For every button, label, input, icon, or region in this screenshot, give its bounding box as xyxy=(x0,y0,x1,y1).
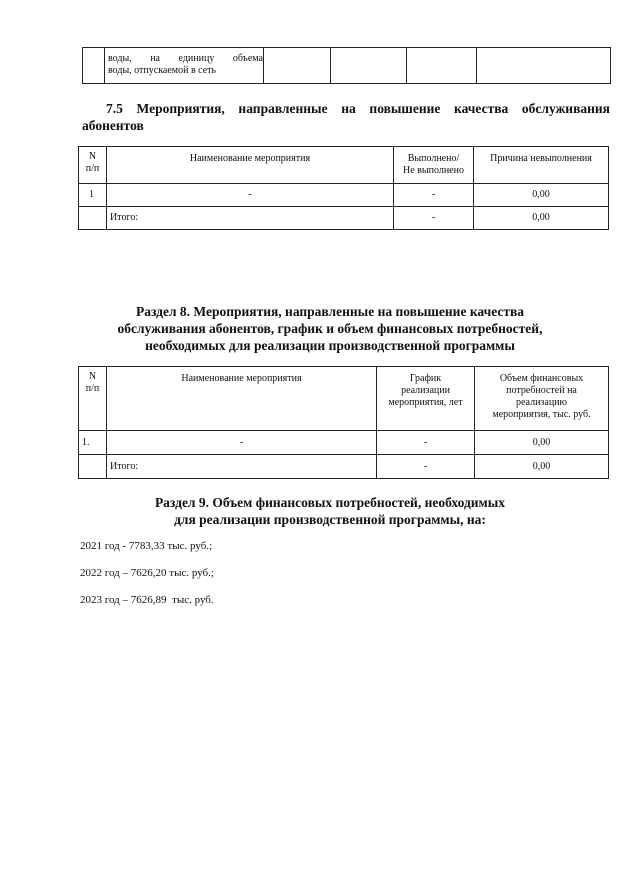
year-2021-line: 2021 год - 7783,33 тыс. руб.; xyxy=(80,540,213,552)
header-volume-line3: реализацию xyxy=(516,397,567,408)
header-num-line2: п/п xyxy=(85,383,100,394)
cell-name: - xyxy=(107,431,377,455)
cell-num: 1. xyxy=(79,431,107,455)
section-8-title-line2: обслуживания абонентов, график и объем финансовых потребностей, xyxy=(117,321,543,336)
section-8-title xyxy=(60,303,600,354)
section-7-5-title-line1: 7.5 Мероприятия, направленные на повышение качества обслуживания xyxy=(106,101,610,116)
cell-done: - xyxy=(394,207,474,230)
header-schedule-line2: реализации xyxy=(401,385,450,396)
cell-num xyxy=(79,455,107,479)
section-7-5-title xyxy=(82,100,610,134)
cell-name: Итого: xyxy=(107,455,377,479)
header-done-line2: Не выполнено xyxy=(403,165,464,176)
top-cell-5 xyxy=(407,48,477,84)
table-row xyxy=(79,455,609,479)
header-name: Наименование мероприятия xyxy=(107,147,394,184)
cell-volume: 0,00 xyxy=(475,455,609,479)
top-cell-6 xyxy=(477,48,611,84)
cell-schedule: - xyxy=(377,431,475,455)
header-num-line1: N xyxy=(88,151,97,162)
section-7-5-title-line2: абонентов xyxy=(82,118,144,133)
year-2023-line: 2023 год – 7626,89 тыс. руб. xyxy=(80,594,214,606)
section-9-title-line2: для реализации производственной программы, на: xyxy=(174,512,486,527)
section-8-title-line3: необходимых для реализации производственной программы xyxy=(145,338,515,353)
top-cell-description xyxy=(105,48,264,84)
header-done xyxy=(394,147,474,184)
header-schedule-line1: График xyxy=(409,373,442,384)
header-volume xyxy=(475,367,609,431)
table-row xyxy=(79,431,609,455)
cell-volume: 0,00 xyxy=(475,431,609,455)
section-9-title-line1: Раздел 9. Объем финансовых потребностей, необходимых xyxy=(154,495,506,510)
cell-name: Итого: xyxy=(107,207,394,230)
cell-reason: 0,00 xyxy=(474,207,609,230)
cell-num xyxy=(79,207,107,230)
header-volume-line4: мероприятия, тыс. руб. xyxy=(492,409,591,420)
top-cell-num xyxy=(83,48,105,84)
table-row xyxy=(79,207,609,230)
header-num-line2: п/п xyxy=(85,163,100,174)
section-7-5-table xyxy=(78,146,609,230)
top-cell-4 xyxy=(331,48,407,84)
cell-num: 1 xyxy=(79,184,107,207)
table-row xyxy=(79,184,609,207)
section-8-table xyxy=(78,366,609,479)
header-num xyxy=(79,147,107,184)
cell-done: - xyxy=(394,184,474,207)
cell-reason: 0,00 xyxy=(474,184,609,207)
header-reason: Причина невыполнения xyxy=(474,147,609,184)
header-schedule-line3: мероприятия, лет xyxy=(388,397,463,408)
top-cell-3 xyxy=(264,48,331,84)
cell-name: - xyxy=(107,184,394,207)
header-num xyxy=(79,367,107,431)
section-9-title xyxy=(60,494,600,528)
header-name: Наименование мероприятия xyxy=(107,367,377,431)
top-table xyxy=(82,47,611,84)
year-2022-line: 2022 год – 7626,20 тыс. руб.; xyxy=(80,567,214,579)
header-num-line1: N xyxy=(88,371,97,382)
section-8-title-line1: Раздел 8. Мероприятия, направленные на повышение качества xyxy=(135,304,525,319)
header-done-line1: Выполнено/ xyxy=(407,153,460,164)
top-description-line2: воды, отпускаемой в сеть xyxy=(108,65,217,76)
header-volume-line2: потребностей на xyxy=(506,385,577,396)
header-schedule xyxy=(377,367,475,431)
top-description-line1: воды, на единицу объема xyxy=(108,53,263,64)
cell-schedule: - xyxy=(377,455,475,479)
header-volume-line1: Объем финансовых xyxy=(499,373,584,384)
